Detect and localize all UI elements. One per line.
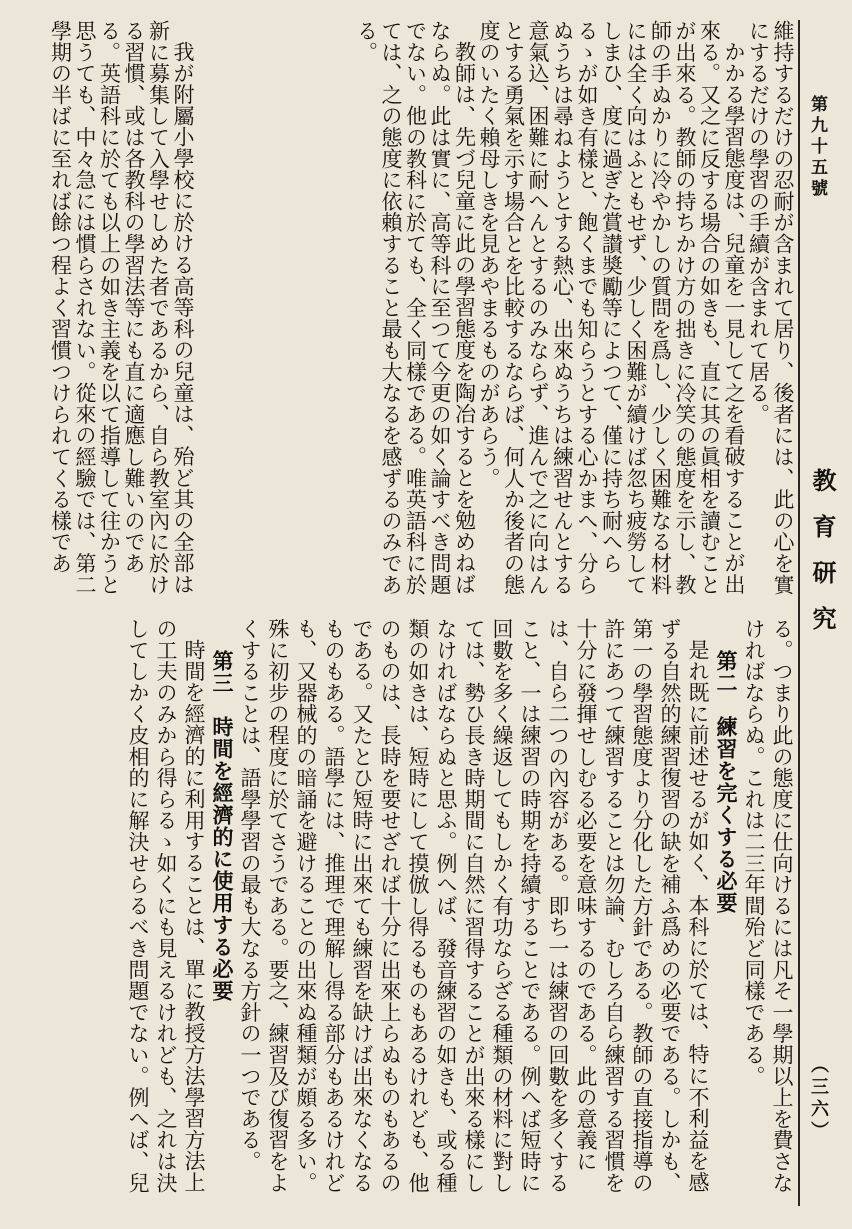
paragraph: かかる學習態度は、兒童を一見して之を看破することが出來る。又之に反する場合の如きも、直に其の眞相を讀むことが出來る。教師の持ちかけ方の拙きに冷笑の態度を示し、教師の手ぬかりに冷やかしの質問を爲し、少しく困難なる材料には全く向はふともせず、少しく困難が續けば忽ち疲勞してしまひ、度に過ぎた賞讃奬勵等によつて、僅に持ち耐へらるゝが如き有樣と、飽くまでも知らうとする心かまへ、分らぬうちは尋ねようとする熱心、出來ぬうちは練習せんとする意氣込、困難に耐へんとするのみならず、進んで之に向はんとする勇氣を示す場合とを比較するならば、何人か後者の態度のいたく賴母しきを見あやまるものがあらう。 [477,20,746,596]
paragraph: 教師は、先づ兒童に此の學習態度を陶冶するとを勉めねばならぬ。此は實に、高等科に至つて今更の如く論すべき問題でない。他の教科に於ても、全く同樣である。唯英語科に於ては、之の態度に依賴すること最も大なるを感ずるのみである。 [354,20,477,596]
upper-text-block-left [0,20,195,610]
paragraph: 我が附屬小學校に於ける高等科の兒童は、殆ど其の全部は新に募集して入學せしめた者であるから、自ら教室內に於ける習慣、或は各教科の學習法等にも直に適應し難いのである。英語科に於ても以上の如き主義を以て指導して往かうと思うても、中々急には慣らされない。從來の經驗では、第二學期の半ばに至れば餘つ程よく習慣つけられてくる樣であ [48,20,195,596]
header-rule [798,20,800,1206]
paragraph: る。つまり此の態度に仕向けるには凡そ一學期以上を費さなければならぬ。これは二三年間殆ど同樣である。 [742,618,794,1194]
section-heading: 第二 練習を完くする必要 [714,649,739,914]
paragraph: 時間を經濟的に利用することは、單に教授方法學習方法上の工夫のみから得らるゝ如くにも見えるけれども、之れは決してしかく皮相的に解決せらるべき問題でない。例へば、兒 [126,618,206,1194]
section-heading: 第三 時間を經濟的に使用する必要 [210,649,235,1002]
issue-number: 第九十五號 [807,95,827,200]
page-number: （三六） [808,1055,829,1143]
paragraph: 是れ既に前述せるが如く、本科に於ては、特に不利益を感ずる自然的練習復習の缺を補ふ爲めの必要である。しかも、第一の學習態度より分化した方針である。教師の直接指導の許にあつて練習することは勿論、むしろ自ら練習する習慣を十分に發揮せしむる必要を意味するのである。此の意義には、自ら二つの內容がある。即ち一は練習の回數を多くすること、一は練習の時期を持續することである。例へば短時に回數を多く繰返してもしかく有功ならざる種類の材料に對しては、勢ひ長き時期間に自然に習得することが出來る樣にしなければならぬと思ふ。例へば、發音練習の如きも、或る種類の如きは、短時にして摸倣し得るものもあるけれども、他のものは、長時を要せざれば十分に出來上らぬものもあるのである。又たとひ短時に出來ても練習を缺けば出來なくなるものもある。語學には、推理で理解し得る部分もあるけれども、又器械的の暗誦を避けることの出來ぬ種類が頗る多い。殊に初步の程度に於てさうである。要之、練習及び復習をよくすることは、語學學習の最も大なる方針の一つである。 [238,618,710,1194]
lower-text-block [126,618,796,1208]
paragraph: 維持するだけの忍耐が含まれて居り、後者には、此の心を實にするだけの學習の手續が含まれて居る。 [746,20,795,596]
journal-title: 教育研究 [808,468,837,652]
upper-text-block [195,20,795,610]
